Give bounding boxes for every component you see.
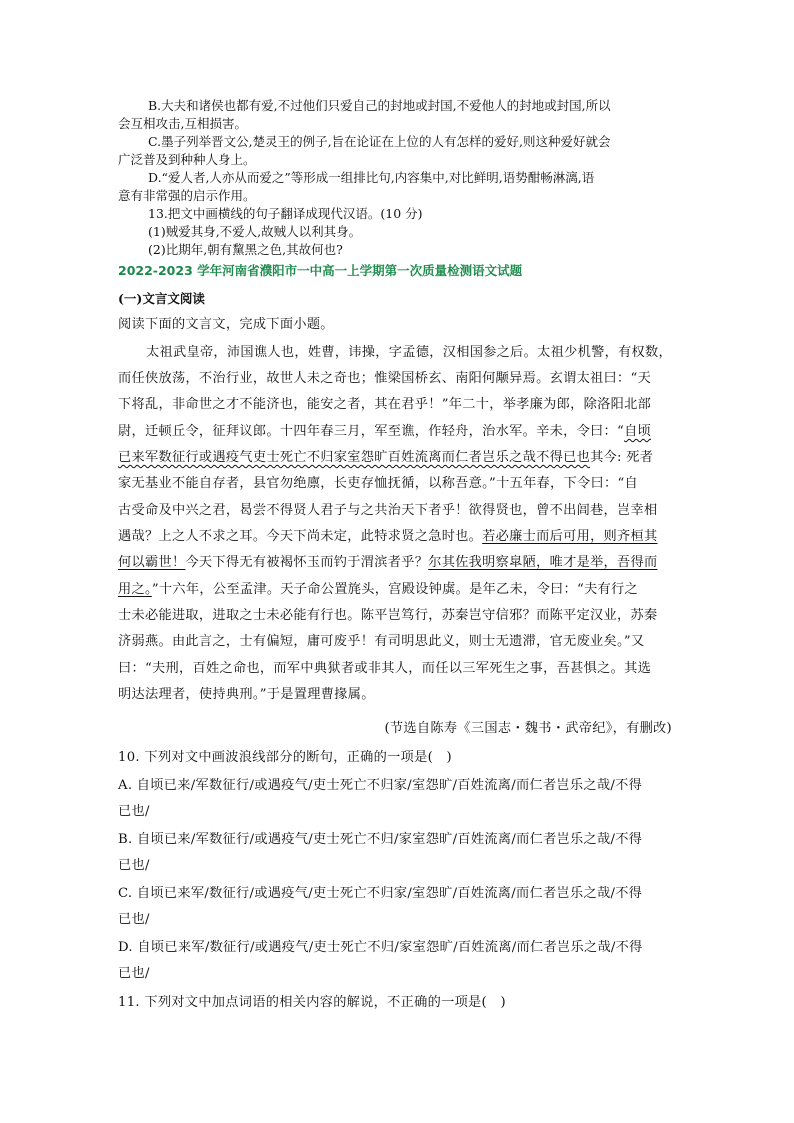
q10-prompt: 10. 下列对文中画波浪线部分的断句，正确的一项是( ) <box>118 750 452 765</box>
option-c-line1: C.墨子列举晋文公,楚灵王的例子,旨在论证在上位的人有怎样的爱好,则这种爱好就会 <box>148 134 611 149</box>
q13-sentence-1: (1)贼爱其身,不爱人,故贼人以利其身。 <box>148 224 362 239</box>
q10-option-b[interactable]: B. 自顷已来/军数征行/或遇疫气/吏士死亡不归/家室怨旷/百姓流离/而仁者岂乐之哉/不得 <box>118 832 643 847</box>
underlined-text: 何以霸世！ <box>118 555 186 570</box>
exam-title: 2022-2023 学年河南省濮阳市一中高一上学期第一次质量检测语文试题 <box>118 263 523 278</box>
passage-text: 今天下得无有被褐怀玉而钓于渭滨者乎？ <box>185 555 429 570</box>
q11-prompt: 11. 下列对文中加点词语的相关内容的解说，不正确的一项是( ) <box>118 995 506 1010</box>
passage-line: 太祖武皇帝，沛国谯人也，姓曹，讳操，字孟德，汉相国参之后。太祖少机警，有权数， <box>146 345 673 360</box>
option-c-line2: 广泛普及到种种人身上。 <box>118 152 256 167</box>
q10-option-b-cont: 已也/ <box>118 858 150 873</box>
q10-option-c[interactable]: C. 自顷已来军/数征行/或遇疫气/吏士死亡不归家/室怨旷/百姓流离/而仁者岂乐之哉/不得 <box>118 886 643 901</box>
passage-line: 而任侠放荡，不治行业，故世人未之奇也；惟梁国桥玄、南阳何颙异焉。玄谓太祖曰：“天 <box>118 371 652 386</box>
passage-line: 明达法理者，使持典刑。”于是置理曹掾属。 <box>118 687 375 702</box>
passage-text: ”十六年，公至孟津。天子命公置旄头，宫殿设钟虡。是年乙未，令曰：“夫有行之 <box>151 582 639 597</box>
underlined-text: 尔其佐我明察皐陋，唯才是举，吾得而 <box>428 555 658 570</box>
passage-line <box>118 579 638 601</box>
passage-line <box>118 526 658 548</box>
passage-text: 尉，迁顿丘令，征拜议郎。十四年春三月，军至谯，作轻舟，治水军。辛未，令曰：“ <box>118 424 625 439</box>
passage-line: 下将乱，非命世之才不能济也，能安之者，其在君乎！”年二十，举孝廉为郎，除洛阳北部 <box>118 397 652 412</box>
passage-source: (节选自陈寿《三国志・魏书・武帝纪》，有删改) <box>384 721 672 736</box>
option-b-line1: B.大夫和诸侯也都有爱,不过他们只爱自己的封地或封国,不爱他人的封地或封国,所以 <box>148 98 611 113</box>
q10-option-d[interactable]: D. 自顷已来军/数征行/或遇疫气/吏士死亡不归/家室怨旷/百姓流离/而仁者岂乐之哉/不得 <box>118 940 643 955</box>
passage-line: 家无基业不能自存者，县官勿绝廪，长吏存恤抚循，以称吾意。”十五年春，下令曰：“自 <box>118 476 639 491</box>
option-d-line2: 意有非常强的启示作用。 <box>118 188 256 203</box>
passage-line <box>118 447 653 469</box>
q10-option-a-cont: 已也/ <box>118 804 150 819</box>
option-d-line1: D.“爱人者,人亦从而爱之”等形成一组排比句,内容集中,对比鲜明,语势酣畅淋漓,语 <box>148 170 595 185</box>
wavy-underlined-text: 自顷 <box>624 424 652 439</box>
q13-sentence-2: (2)比期年,朝有黧黑之色,其故何也? <box>148 242 343 257</box>
q10-option-c-cont: 已也/ <box>118 912 150 927</box>
passage-text: 其今: 死者 <box>590 450 654 465</box>
q10-option-a[interactable]: A. 自顷已来/军数征行/或遇疫气/吏士死亡不归家/室怨旷/百姓流离/而仁者岂乐之哉/不得 <box>118 778 643 793</box>
q13-prompt: 13.把文中画横线的句子翻译成现代汉语。(10 分) <box>148 206 423 221</box>
passage-line <box>118 552 658 574</box>
wavy-underlined-text: 已来军数征行或遇疫气吏士死亡不归家室怨旷百姓流离而仁者岂乐之哉不得已也 <box>118 450 591 465</box>
passage-line: 士未必能进取，进取之士未必能有行也。陈平岂笃行，苏秦岂守信邪？而陈平定汉业，苏秦 <box>118 608 658 623</box>
q10-option-d-cont: 已也/ <box>118 966 150 981</box>
instruction: 阅读下面的文言文，完成下面小题。 <box>118 317 334 332</box>
section-heading: (一)文言文阅读 <box>118 291 205 306</box>
passage-line: 古受命及中兴之君，曷尝不得贤人君子与之共治天下者乎！欲得贤也，曾不出闾巷，岂幸相 <box>118 503 658 518</box>
passage-line: 曰：“夫刑，百姓之命也，而军中典狱者或非其人，而任以三军死生之事，吾甚惧之。其选 <box>118 661 652 676</box>
passage-text: 遇哉？上之人不求之耳。今天下尚未定，此特求贤之急时也。 <box>118 529 483 544</box>
underlined-text: 用之。 <box>118 582 152 597</box>
option-b-line2: 会互相攻击,互相损害。 <box>118 116 247 131</box>
passage-line <box>118 421 651 443</box>
passage-line: 济弱燕。由此言之，士有偏短，庸可废乎！有司明思此义，则士无遗滞，官无废业矣。”又 <box>118 634 645 649</box>
underlined-text: 若必廉士而后可用，则齐桓其 <box>482 529 658 544</box>
